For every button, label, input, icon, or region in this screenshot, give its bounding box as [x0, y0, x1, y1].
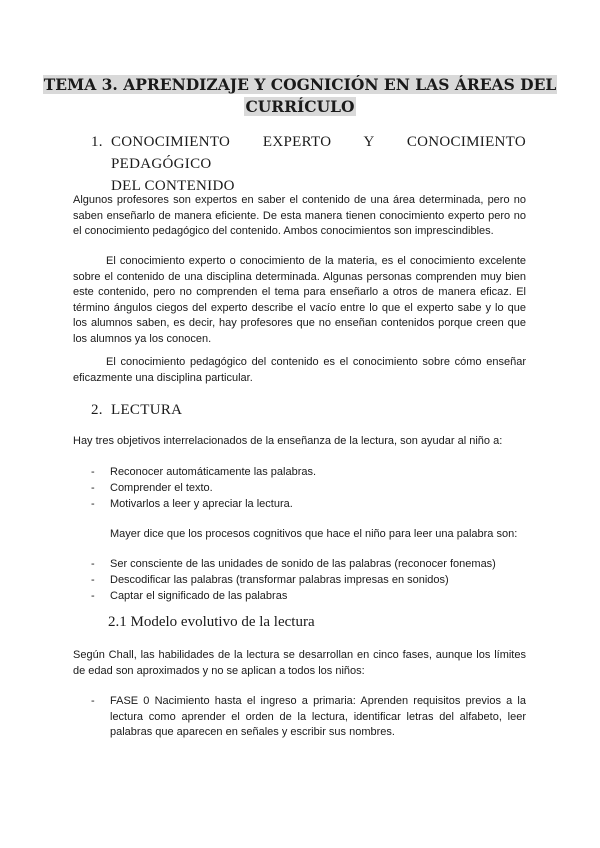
list-item-text: Ser consciente de las unidades de sonido de las palabras (reconocer fonemas): [110, 558, 496, 570]
list-item-text: Captar el significado de las palabras: [110, 590, 288, 602]
list-dash: -: [91, 695, 95, 707]
section-2-heading: LECTURA: [111, 402, 183, 418]
section-1-heading: [111, 131, 526, 197]
section-1-number: 1.: [91, 134, 103, 150]
paragraph-pedagogical-knowledge: El conocimiento pedagógico del contenido es el conocimiento sobre cómo enseñar eficazmente una disciplina particular.: [73, 356, 526, 384]
list-item-text: FASE 0 Nacimiento hasta el ingreso a primaria: Aprenden requisitos previos a la lectura como aprender el orden de la lectura, identificar letras del alfabeto, leer palabras que aparecen en señales y escribir sus nombres.: [110, 695, 526, 738]
paragraph-reading-objectives: Hay tres objetivos interrelacionados de la enseñanza de la lectura, son ayudar al niño a:: [73, 435, 503, 447]
title-line-1: TEMA 3. APRENDIZAJE Y COGNICIÓN EN LAS ÁREAS DEL: [43, 75, 557, 94]
paragraph-expert-knowledge: El conocimiento experto o conocimiento de la materia, es el conocimiento excelente sobre el contenido de una disciplina determinada. Algunas personas comprenden muy bien este contenido, pero no comprenden el tema para enseñarlo a otros de manera eficaz. El término ángulos ciegos del experto describe el vacío entre lo que el experto sabe y lo que los alumnos saben, es decir, hay profesores que no enseñan contenidos porque creen que los alumnos ya los conocen.: [73, 255, 526, 345]
subsection-heading: 2.1 Modelo evolutivo de la lectura: [108, 614, 315, 630]
paragraph-mayer: Mayer dice que los procesos cognitivos que hace el niño para leer una palabra son:: [110, 528, 518, 540]
list-dash: -: [91, 466, 95, 478]
list-item-text: Comprender el texto.: [110, 482, 213, 494]
paragraph-chall: Según Chall, las habilidades de la lectura se desarrollan en cinco fases, aunque los límites de edad son aproximados y no se aplican a todos los niños:: [73, 649, 526, 677]
list-item-text: Descodificar las palabras (transformar palabras impresas en sonidos): [110, 574, 449, 586]
list-item-text: Reconocer automáticamente las palabras.: [110, 466, 317, 478]
list-item-text: Motivarlos a leer y apreciar la lectura.: [110, 498, 293, 510]
document-title: [0, 74, 600, 118]
list-dash: -: [91, 558, 95, 570]
list-dash: -: [91, 574, 95, 586]
section-1-heading-line-2: DEL CONTENIDO: [111, 178, 235, 194]
section-1-heading-line-1: CONOCIMIENTO EXPERTO Y CONOCIMIENTO PEDAGÓGICO: [111, 134, 526, 172]
list-dash: -: [91, 590, 95, 602]
title-line-2: CURRÍCULO: [245, 97, 355, 116]
list-item-fase-0: [91, 694, 526, 741]
section-2-number: 2.: [91, 402, 103, 418]
paragraph-experts: Algunos profesores son expertos en saber el contenido de una área determinada, pero no saben enseñarlo de manera eficiente. De esta manera tienen conocimiento experto pero no el conocimiento pedagógico del contenido. Ambos conocimientos son imprescindibles.: [73, 194, 526, 237]
list-dash: -: [91, 498, 95, 510]
list-dash: -: [91, 482, 95, 494]
